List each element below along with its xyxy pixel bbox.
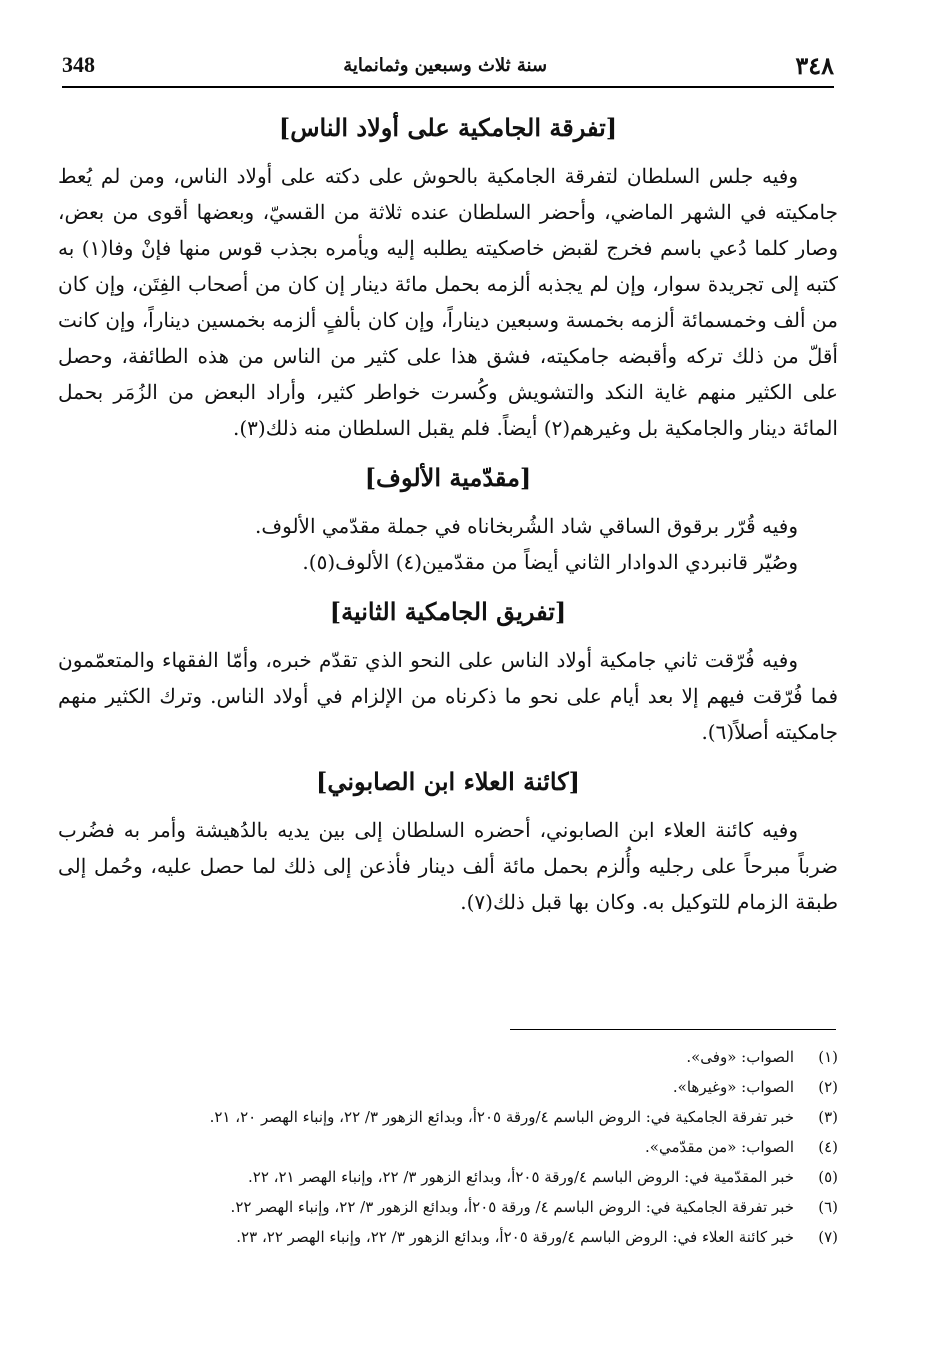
footnote-text: خبر المقدّمية في: الروض الباسم ٤/ورقة ٢٠٥أ، وبدائع الزهور ٣/ ٢٢، وإنباء الهصر ٢١، ٢٢. [247, 1168, 794, 1186]
paragraph-text: وفيه كائنة العلاء ابن الصابوني، أحضره السلطان إلى بين يديه بالدُهيشة وأمر به فضُرب ضرباً مبرحاً على رجليه وأُلزم بحمل مائة ألف دينار فأذعن إلى ذلك لما حصل عليه، وحُمل إلى طبقة الزمام للتوكيل به. وكان بها قبل ذلك(٧). [58, 818, 838, 914]
paragraph [58, 812, 838, 920]
page-number-latin: 348 [62, 52, 95, 77]
paragraph-text: وفيه جلس السلطان لتفرقة الجامكية بالحوش على دكته على أولاد الناس، ومن لم يُعط جامكيته في الشهر الماضي، وأحضر السلطان عنده ثلاثة من القسيّ، وبعضها أقوى من بعض، وصار كلما دُعي باسم فخرج لقبض خاصكيته يطلبه إليه ويأمره بجذب قوس منها فإنْ وفا(١) به كتبه إلى تجريدة سوار، وإن لم يجذبه ألزمه بحمل مائة دينار إن كان من أصحاب الفِتَن، وإن كان من ألف وخمسمائة ألزمه بخمسة وسبعين ديناراً، وإن كان بألفٍ ألزمه بخمسين ديناراً، وإن كانت أقلّ من ذلك تركه وأقبضه جامكيته، فشق هذا على كثير من الناس من هذه الطائفة، وحصل على الكثير منهم غاية النكد والتشويش وكُسرت خواطر كثير، وأراد البعض من الزُمَر بحمل المائة دينار والجامكية بل وغيرهم(٢) أيضاً. فلم يقبل السلطان منه ذلك(٣). [58, 164, 839, 440]
footnote-text: الصواب: «وفى». [686, 1048, 794, 1066]
footnote-divider [510, 1029, 836, 1030]
footnote-text: خبر تفرقة الجامكية في: الروض الباسم ٤/ ورقة ٢٠٥أ، وبدائع الزهور ٣/ ٢٢، وإنباء الهصر ٢٢. [230, 1198, 794, 1216]
main-text [58, 96, 838, 1096]
footnote-text: الصواب: «من مقدّمي». [645, 1138, 794, 1156]
footnotes [58, 1042, 838, 1252]
paragraph [58, 158, 838, 446]
footnote [58, 1162, 838, 1192]
footnote-text: الصواب: «وغيرها». [672, 1078, 794, 1096]
footnote-number: (٧) [818, 1228, 838, 1246]
section-title: [تفريق الجامكية الثانية] [329, 597, 567, 626]
footnote-number: (١) [818, 1048, 838, 1066]
footnote [58, 1042, 838, 1072]
page-header [62, 44, 834, 88]
section-title: [تفرقة الجامكية على أولاد الناس] [278, 113, 618, 142]
footnote [58, 1102, 838, 1132]
footnote [58, 1132, 838, 1162]
footnote-number: (٢) [818, 1078, 838, 1096]
paragraph [58, 508, 838, 580]
paragraph [58, 642, 838, 750]
footnote [58, 1072, 838, 1102]
footnote-number: (٥) [818, 1168, 838, 1186]
section-title: [مقدّمية الألوف] [364, 463, 532, 492]
footnote-number: (٤) [818, 1138, 838, 1156]
footnote-number: (٣) [818, 1108, 838, 1126]
paragraph-text: وصُيّر قانبردي الدوادار الثاني أيضاً من مقدّمين(٤) الألوف(٥). [302, 550, 798, 574]
footnote [58, 1222, 838, 1252]
paragraph-text: وفيه قُرّر برقوق الساقي شاد الشُربخاناه في جملة مقدّمي الألوف. [255, 514, 798, 538]
page-number-arabic: ٣٤٨ [795, 50, 834, 80]
footnote [58, 1192, 838, 1222]
footnote-text: خبر تفرقة الجامكية في: الروض الباسم ٤/ورقة ٢٠٥أ، وبدائع الزهور ٣/ ٢٢، وإنباء الهصر ٢٠، ٢١. [209, 1108, 794, 1126]
footnote-text: خبر كائنة العلاء في: الروض الباسم ٤/ورقة ٢٠٥أ، وبدائع الزهور ٣/ ٢٢، وإنباء الهصر ٢٢، ٢٣. [236, 1228, 794, 1246]
running-title: سنة ثلاث وسبعين وثمانماية [343, 54, 548, 76]
footnote-number: (٦) [818, 1198, 838, 1216]
paragraph-text: وفيه فُرّقت ثاني جامكية أولاد الناس على النحو الذي تقدّم خبره، وأمّا الفقهاء والمتعمّمون فما فُرّقت فيهم إلا بعد أيام على نحو ما ذكرناه من الإلزام في أولاد الناس. وترك الكثير منهم جامكيته أصلاً(٦). [58, 648, 838, 744]
section-title: [كائنة العلاء ابن الصابوني] [316, 767, 580, 796]
